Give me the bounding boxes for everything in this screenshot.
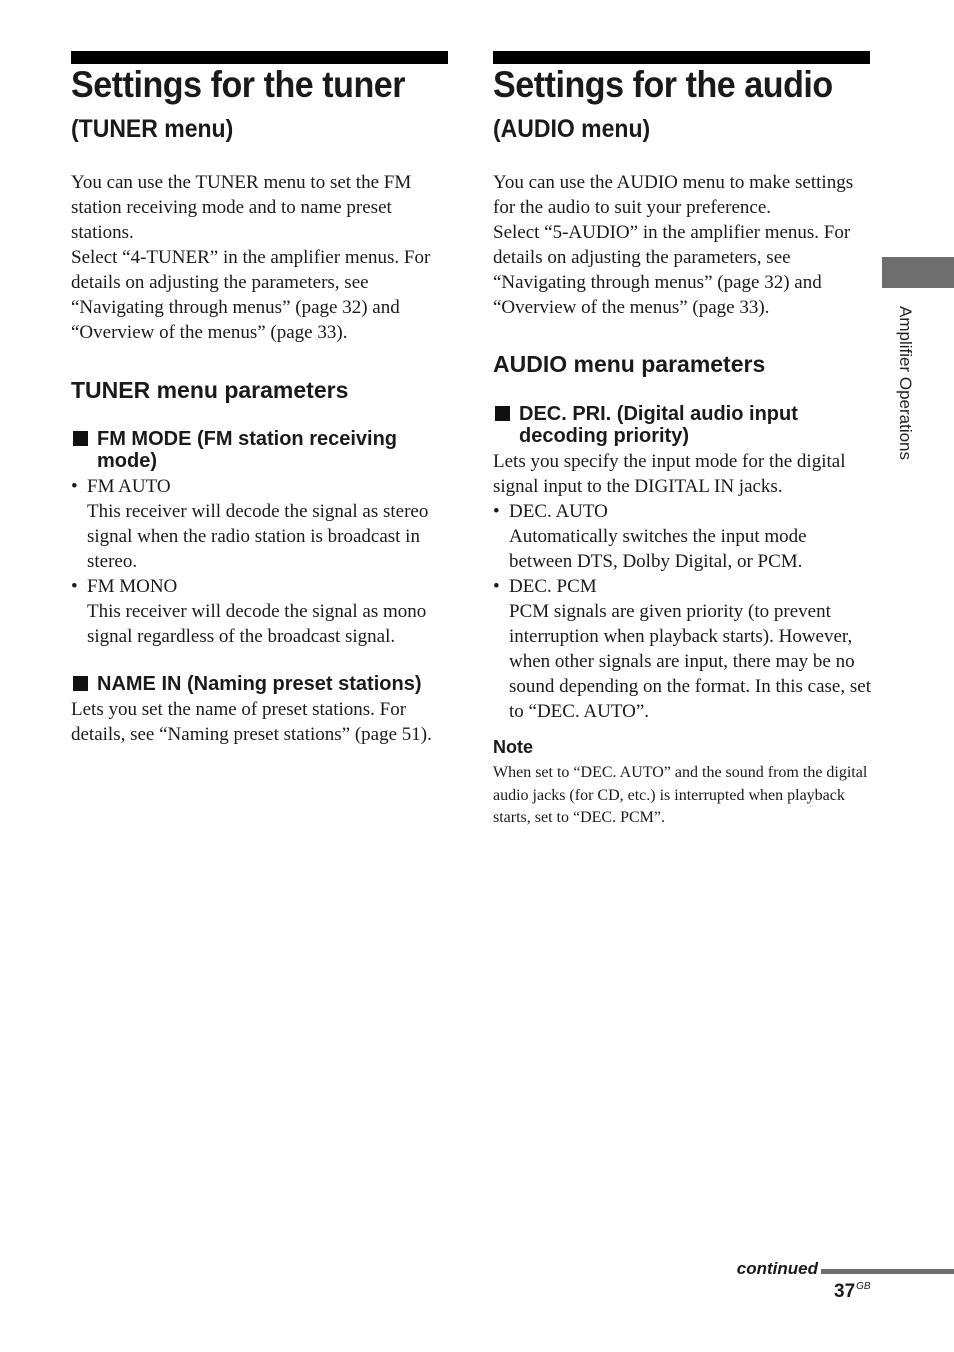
name-in-heading xyxy=(71,673,449,695)
audio-intro xyxy=(493,170,871,320)
name-in-param xyxy=(71,673,449,747)
note-text: When set to “DEC. AUTO” and the sound from the digital audio jacks (for CD, etc.) is interrupted when playback starts, set to “DEC. PCM”. xyxy=(493,764,868,826)
dec-pri-heading xyxy=(493,403,871,447)
dec-pri-param xyxy=(493,403,871,724)
fm-mode-param xyxy=(71,428,449,649)
tuner-params-heading: TUNER menu parameters xyxy=(71,377,349,403)
page-number xyxy=(834,1281,871,1303)
option-name: DEC. AUTO xyxy=(509,501,608,522)
continued-bar xyxy=(821,1269,954,1274)
tuner-subtitle: (TUNER menu) xyxy=(71,115,234,143)
audio-intro-paragraph: Select “5-AUDIO” in the amplifier menus. For details on adjusting the parameters, see “Navigating through menus” (page 32) and “Overview of the menus” (page 33). xyxy=(493,222,851,318)
option-description: This receiver will decode the signal as mono signal regardless of the broadcast signal. xyxy=(87,601,427,647)
list-item xyxy=(71,474,449,574)
dec-pri-options xyxy=(493,499,871,724)
option-description: PCM signals are given priority (to prevent interruption when playback starts). However, when other signals are input, there may be no sound depending on the format. In this case, set to “DEC. AUTO”. xyxy=(509,601,871,722)
dec-pri-heading-text: DEC. PRI. (Digital audio input decoding priority) xyxy=(519,403,798,447)
name-in-heading-text: NAME IN (Naming preset stations) xyxy=(97,673,422,695)
tuner-intro-paragraph: You can use the TUNER menu to set the FM station receiving mode and to name preset stations. xyxy=(71,172,412,243)
bullet-dot-icon: • xyxy=(493,501,500,522)
audio-intro-paragraph: You can use the AUDIO menu to make settings for the audio to suit your preference. xyxy=(493,172,854,218)
page-number-value: 37 xyxy=(834,1281,856,1302)
tuner-title-rule xyxy=(71,51,448,64)
note-heading: Note xyxy=(493,737,533,757)
bullet-dot-icon: • xyxy=(493,576,500,597)
tuner-title: Settings for the tuner xyxy=(71,64,406,105)
square-bullet-icon xyxy=(73,431,88,446)
list-item xyxy=(493,574,871,724)
continued-label: continued xyxy=(736,1259,818,1278)
option-description: This receiver will decode the signal as stereo signal when the radio station is broadcast in stereo. xyxy=(87,501,429,572)
tuner-intro xyxy=(71,170,449,345)
chapter-tab-label: Amplifier Operations xyxy=(896,306,915,461)
audio-params-heading: AUDIO menu parameters xyxy=(493,351,766,377)
fm-mode-heading-text: FM MODE (FM station receiving mode) xyxy=(97,428,398,472)
list-item xyxy=(71,574,449,649)
bullet-dot-icon: • xyxy=(71,576,78,597)
option-name: DEC. PCM xyxy=(509,576,597,597)
fm-mode-options xyxy=(71,474,449,649)
page-number-suffix: GB xyxy=(856,1281,871,1292)
square-bullet-icon xyxy=(495,406,510,421)
name-in-body: Lets you set the name of preset stations. For details, see “Naming preset stations” (page 51). xyxy=(71,699,432,745)
option-name: FM AUTO xyxy=(87,476,171,497)
bullet-dot-icon: • xyxy=(71,476,78,497)
square-bullet-icon xyxy=(73,676,88,691)
dec-pri-body: Lets you specify the input mode for the digital signal input to the DIGITAL IN jacks. xyxy=(493,451,846,497)
tuner-intro-paragraph: Select “4-TUNER” in the amplifier menus. For details on adjusting the parameters, see “Navigating through menus” (page 32) and “Overview of the menus” (page 33). xyxy=(71,247,431,343)
list-item xyxy=(493,499,871,574)
audio-subtitle: (AUDIO menu) xyxy=(493,115,651,143)
option-name: FM MONO xyxy=(87,576,178,597)
fm-mode-heading xyxy=(71,428,449,472)
chapter-tab xyxy=(882,257,954,288)
audio-title: Settings for the audio xyxy=(493,64,833,105)
option-description: Automatically switches the input mode between DTS, Dolby Digital, or PCM. xyxy=(509,526,807,572)
audio-title-rule xyxy=(493,51,870,64)
